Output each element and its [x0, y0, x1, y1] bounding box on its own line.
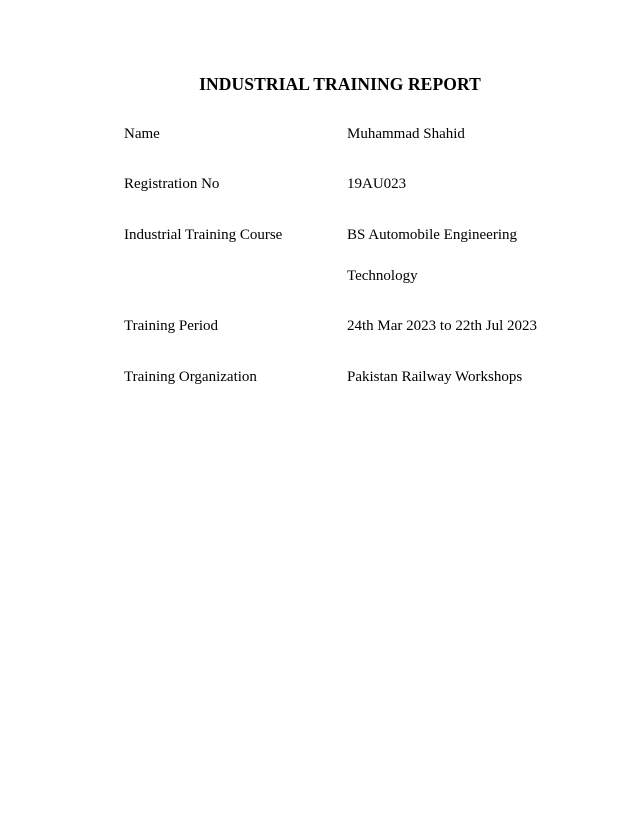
field-value-course-continued: Technology: [347, 268, 418, 284]
field-label-registration: Registration No: [124, 176, 220, 192]
field-value-name: Muhammad Shahid: [347, 126, 465, 142]
field-value-course: BS Automobile Engineering: [347, 227, 517, 243]
field-label-course: Industrial Training Course: [124, 227, 283, 243]
field-label-organization: Training Organization: [124, 369, 257, 385]
report-title: INDUSTRIAL TRAINING REPORT: [199, 74, 481, 94]
field-value-registration: 19AU023: [347, 176, 407, 192]
field-label-name: Name: [124, 126, 160, 142]
field-label-period: Training Period: [124, 318, 219, 334]
field-value-period: 24th Mar 2023 to 22th Jul 2023: [347, 318, 537, 334]
field-value-organization: Pakistan Railway Workshops: [347, 369, 523, 385]
